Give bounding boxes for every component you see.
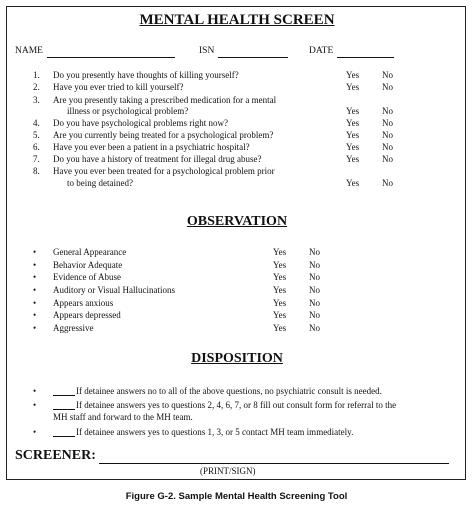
question-text: Do you presently have thoughts of killing yourself? <box>53 70 239 80</box>
question-text: Are you presently taking a prescribed medication for a mental <box>53 95 277 105</box>
disposition-text: If detainee answers yes to questions 2, 4, 6, 7, or 8 fill out consult form for referral to the <box>76 400 397 410</box>
observation-label: Behavior Adequate <box>53 260 123 270</box>
no-option[interactable]: No <box>309 247 320 257</box>
question-text: Have you ever been a patient in a psychiatric hospital? <box>53 142 250 152</box>
yes-option[interactable]: Yes <box>273 260 287 270</box>
question-text: Are you currently being treated for a psychological problem? <box>53 130 274 140</box>
bullet: • <box>33 247 37 257</box>
question-number: 5. <box>33 130 40 140</box>
isn-label: ISN <box>199 46 215 56</box>
form-frame <box>6 6 466 480</box>
bullet: • <box>33 298 37 308</box>
yes-option[interactable]: Yes <box>346 178 360 188</box>
date-field[interactable] <box>337 57 394 58</box>
bullet: • <box>33 285 37 295</box>
yes-option[interactable]: Yes <box>273 323 287 333</box>
name-field[interactable] <box>47 57 175 58</box>
bullet: • <box>33 427 37 437</box>
question-text-continued: illness or psychological problem? <box>67 106 189 116</box>
disposition-text-continued: MH staff and forward to the MH team. <box>53 412 193 422</box>
yes-option[interactable]: Yes <box>346 130 360 140</box>
bullet: • <box>33 310 37 320</box>
yes-option[interactable]: Yes <box>346 106 360 116</box>
observation-label: General Appearance <box>53 247 127 257</box>
no-option[interactable]: No <box>382 154 393 164</box>
no-option[interactable]: No <box>382 178 393 188</box>
observation-label: Evidence of Abuse <box>53 272 121 282</box>
bullet: • <box>33 260 37 270</box>
question-text: Have you ever been treated for a psychological problem prior <box>53 166 275 176</box>
yes-option[interactable]: Yes <box>346 154 360 164</box>
no-option[interactable]: No <box>382 70 393 80</box>
yes-option[interactable]: Yes <box>346 142 360 152</box>
observation-label: Appears depressed <box>53 310 121 320</box>
yes-option[interactable]: Yes <box>273 285 287 295</box>
yes-option[interactable]: Yes <box>273 272 287 282</box>
yes-option[interactable]: Yes <box>346 70 360 80</box>
yes-option[interactable]: Yes <box>273 247 287 257</box>
no-option[interactable]: No <box>309 298 320 308</box>
disposition-check-line[interactable] <box>53 436 75 437</box>
no-option[interactable]: No <box>309 310 320 320</box>
screener-sublabel: (PRINT/SIGN) <box>200 466 256 476</box>
question-text: Do you have psychological problems right now? <box>53 118 228 128</box>
question-number: 1. <box>33 70 40 80</box>
no-option[interactable]: No <box>309 323 320 333</box>
yes-option[interactable]: Yes <box>346 118 360 128</box>
disposition-text: If detainee answers no to all of the above questions, no psychiatric consult is needed. <box>76 386 382 396</box>
question-number: 7. <box>33 154 40 164</box>
observation-label: Auditory or Visual Hallucinations <box>53 285 176 295</box>
bullet: • <box>33 272 37 282</box>
bullet: • <box>33 400 37 410</box>
disposition-heading: DISPOSITION <box>191 351 283 366</box>
yes-option[interactable]: Yes <box>346 82 360 92</box>
question-text: Do you have a history of treatment for illegal drug abuse? <box>53 154 262 164</box>
screener-signature-line[interactable] <box>99 463 449 464</box>
no-option[interactable]: No <box>309 272 320 282</box>
question-text-continued: to being detained? <box>67 178 133 188</box>
form-title: MENTAL HEALTH SCREEN <box>139 12 335 28</box>
no-option[interactable]: No <box>309 260 320 270</box>
question-number: 3. <box>33 95 40 105</box>
no-option[interactable]: No <box>309 285 320 295</box>
observation-heading: OBSERVATION <box>186 214 288 229</box>
name-label: NAME <box>15 46 43 56</box>
observation-label: Appears anxious <box>53 298 114 308</box>
isn-field[interactable] <box>218 57 288 58</box>
observation-label: Aggressive <box>53 323 94 333</box>
disposition-text: If detainee answers yes to questions 1, 3, or 5 contact MH team immediately. <box>76 427 354 437</box>
disposition-check-line[interactable] <box>53 395 75 396</box>
yes-option[interactable]: Yes <box>273 310 287 320</box>
no-option[interactable]: No <box>382 106 393 116</box>
disposition-check-line[interactable] <box>53 409 75 410</box>
question-number: 4. <box>33 118 40 128</box>
question-number: 6. <box>33 142 40 152</box>
bullet: • <box>33 386 37 396</box>
screener-label: SCREENER: <box>15 448 96 463</box>
question-text: Have you ever tried to kill yourself? <box>53 82 184 92</box>
bullet: • <box>33 323 37 333</box>
no-option[interactable]: No <box>382 130 393 140</box>
no-option[interactable]: No <box>382 118 393 128</box>
question-number: 8. <box>33 166 40 176</box>
no-option[interactable]: No <box>382 82 393 92</box>
date-label: DATE <box>309 46 334 56</box>
yes-option[interactable]: Yes <box>273 298 287 308</box>
question-number: 2. <box>33 82 40 92</box>
no-option[interactable]: No <box>382 142 393 152</box>
figure-caption: Figure G-2. Sample Mental Health Screening Tool <box>125 491 348 502</box>
